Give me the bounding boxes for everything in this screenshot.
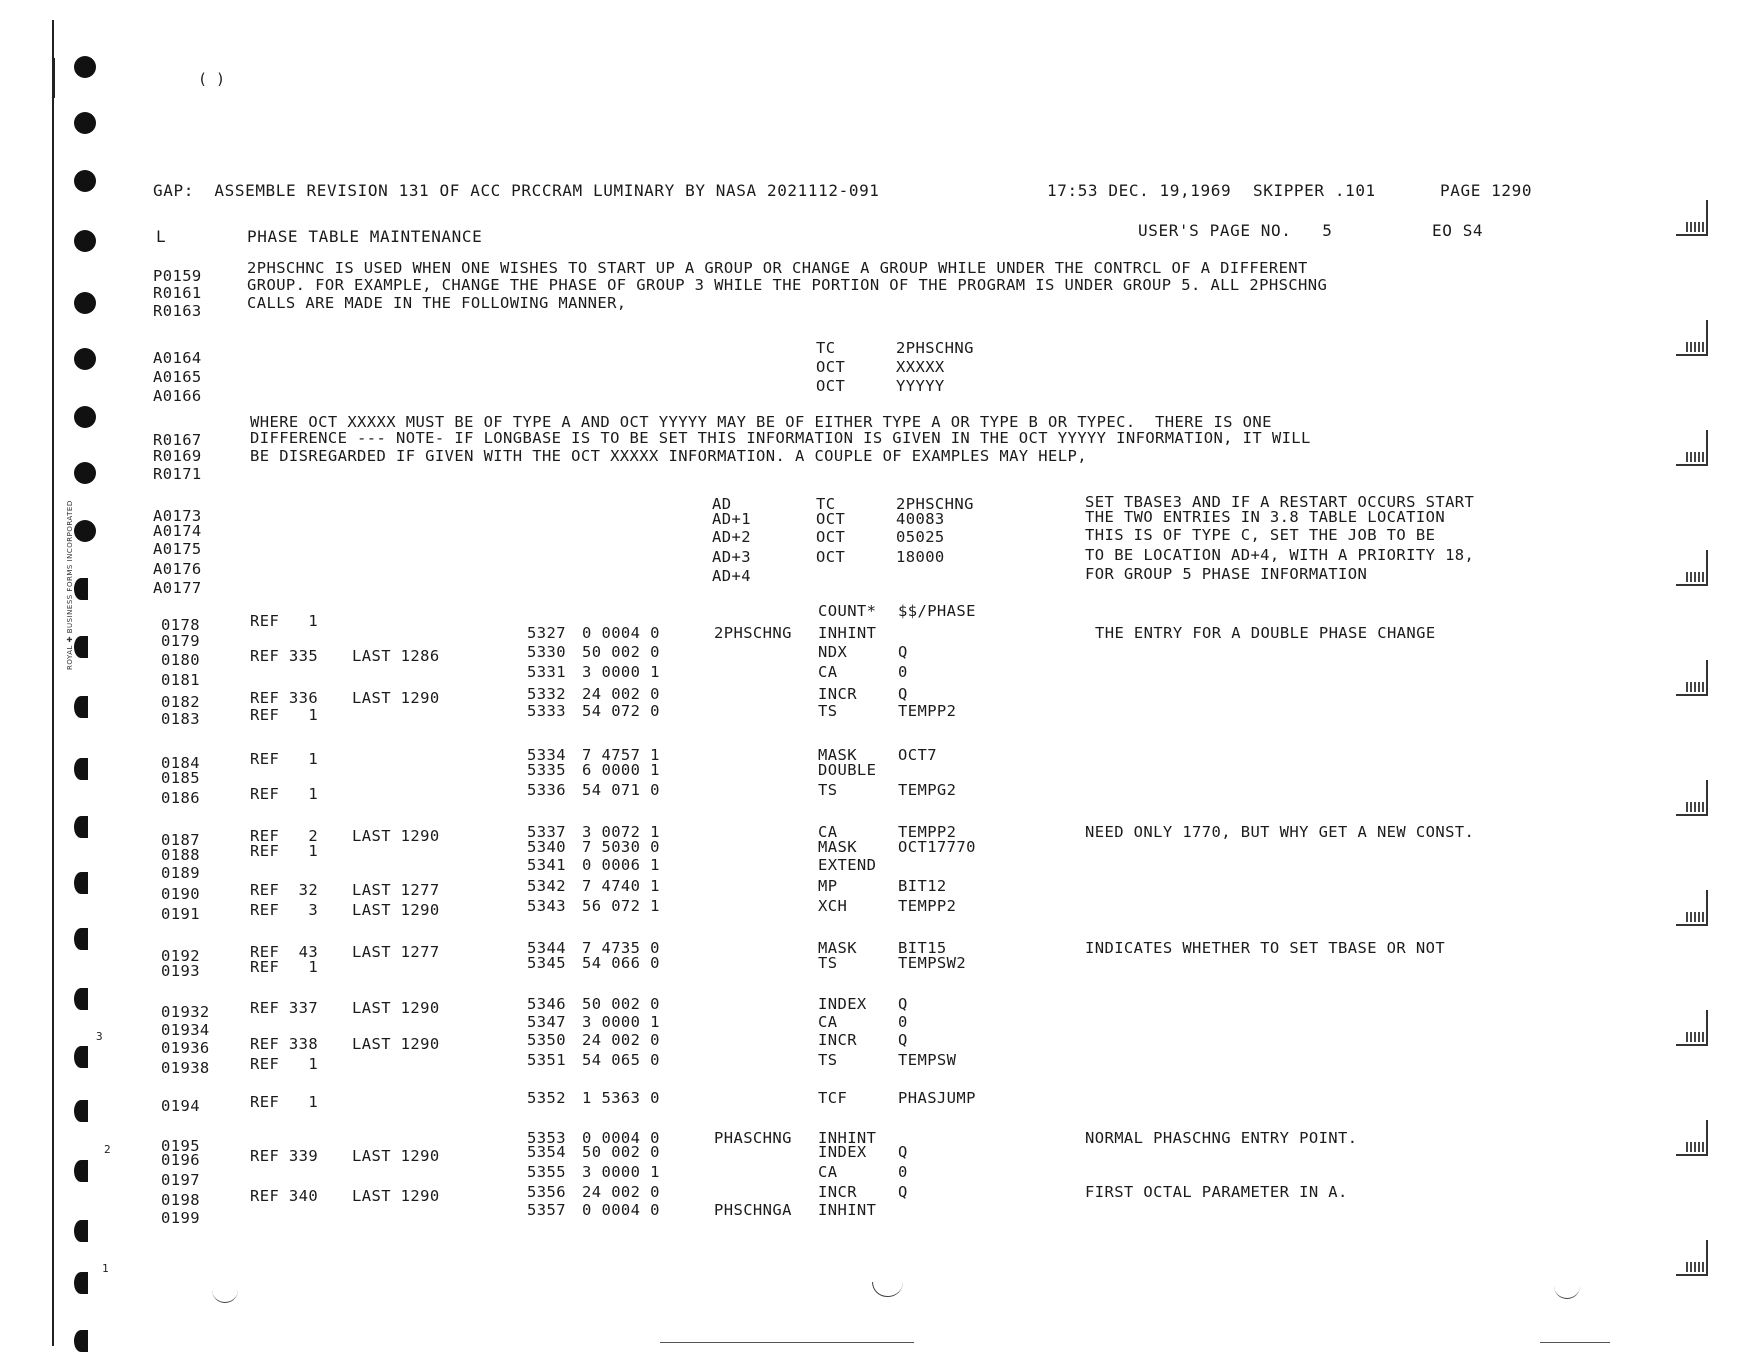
line-id: R0161 <box>153 284 202 302</box>
line-id: A0165 <box>153 368 202 386</box>
left-margin-rule <box>52 20 54 1346</box>
punch-hole <box>74 56 96 78</box>
punch-hole-label: 2 <box>104 1143 111 1156</box>
operand: BIT15 <box>898 939 947 957</box>
address: 5344 <box>527 939 566 957</box>
comment-text: THE TWO ENTRIES IN 3.8 TABLE LOCATION <box>1085 508 1446 526</box>
opcode: MP <box>818 877 838 895</box>
address: 5332 <box>527 685 566 703</box>
opcode: MASK <box>818 838 857 856</box>
line-id: A0174 <box>153 522 202 540</box>
octal-word: 50 002 0 <box>582 995 660 1013</box>
margin-bracket: ( ) <box>198 70 226 88</box>
punch-hole-label: 3 <box>96 1030 103 1043</box>
address: 5345 <box>527 954 566 972</box>
ref-count: REF 43 <box>250 943 319 961</box>
last-ref: LAST 1290 <box>352 1147 440 1165</box>
line-id: R0163 <box>153 302 202 320</box>
line-id: 0182 <box>161 693 200 711</box>
ref-count: REF 338 <box>250 1035 319 1053</box>
section-marker: L <box>156 227 167 246</box>
ref-count: REF 336 <box>250 689 319 707</box>
line-id: A0164 <box>153 349 202 367</box>
line-id: 0194 <box>161 1097 200 1115</box>
ref-count: REF 32 <box>250 881 319 899</box>
address: 5347 <box>527 1013 566 1031</box>
opcode: OCT <box>816 548 846 566</box>
address: 5333 <box>527 702 566 720</box>
line-id: 0179 <box>161 632 200 650</box>
address: 5334 <box>527 746 566 764</box>
opcode: INCR <box>818 1183 857 1201</box>
scan-curve-mark <box>872 1282 903 1297</box>
ref-count: REF 337 <box>250 999 319 1017</box>
line-id: 0195 <box>161 1137 200 1155</box>
ref-count: REF 2 <box>250 827 319 845</box>
octal-word: 3 0000 1 <box>582 1013 660 1031</box>
ref-count: REF 1 <box>250 750 319 768</box>
last-ref: LAST 1286 <box>352 647 440 665</box>
last-ref: LAST 1277 <box>352 943 440 961</box>
opcode: TS <box>818 954 838 972</box>
line-id: 01936 <box>161 1039 210 1057</box>
opcode: MASK <box>818 746 857 764</box>
punch-hole <box>74 1272 88 1294</box>
line-id: 0197 <box>161 1171 200 1189</box>
octal-word: 24 002 0 <box>582 685 660 703</box>
octal-word: 6 0000 1 <box>582 761 660 779</box>
opcode: OCT <box>816 377 846 395</box>
opcode: TCF <box>818 1089 848 1107</box>
operand: Q <box>898 995 908 1013</box>
opcode: OCT <box>816 510 846 528</box>
opcode: CA <box>818 1163 838 1181</box>
opcode: CA <box>818 663 838 681</box>
octal-word: 0 0004 0 <box>582 624 660 642</box>
bottom-rule <box>1540 1342 1610 1343</box>
octal-word: 50 002 0 <box>582 643 660 661</box>
line-id: A0173 <box>153 507 202 525</box>
line-id: 0187 <box>161 831 200 849</box>
address: 5352 <box>527 1089 566 1107</box>
page-title: GAP: ASSEMBLE REVISION 131 OF ACC PRCCRAM LUMINARY BY NASA 2021112-091 <box>153 181 880 200</box>
line-id: A0166 <box>153 387 202 405</box>
line-id: 0181 <box>161 671 200 689</box>
opcode: TC <box>816 339 836 357</box>
comment-text: SET TBASE3 AND IF A RESTART OCCURS START <box>1085 493 1475 511</box>
octal-word: 3 0000 1 <box>582 1163 660 1181</box>
operand: YYYYY <box>896 377 945 395</box>
operand: Q <box>898 1031 908 1049</box>
comment-text: 2PHSCHNC IS USED WHEN ONE WISHES TO START UP A GROUP OR CHANGE A GROUP WHILE UNDER THE CONTRCL OF A DIFFERENT <box>247 259 1308 277</box>
operand: BIT12 <box>898 877 947 895</box>
edge-registration-mark <box>1676 1240 1708 1276</box>
line-id: 01932 <box>161 1003 210 1021</box>
comment-text: NEED ONLY 1770, BUT WHY GET A NEW CONST. <box>1085 823 1475 841</box>
address: 5351 <box>527 1051 566 1069</box>
line-id: R0167 <box>153 431 202 449</box>
operand: $$/PHASE <box>898 602 976 620</box>
address: 5354 <box>527 1143 566 1161</box>
last-ref: LAST 1290 <box>352 689 440 707</box>
line-id: A0177 <box>153 579 202 597</box>
octal-word: 54 072 0 <box>582 702 660 720</box>
edge-registration-mark <box>1676 320 1708 356</box>
octal-word: 7 5030 0 <box>582 838 660 856</box>
octal-word: 56 072 1 <box>582 897 660 915</box>
opcode: XCH <box>818 897 848 915</box>
ref-count: REF 339 <box>250 1147 319 1165</box>
comment-text: GROUP. FOR EXAMPLE, CHANGE THE PHASE OF GROUP 3 WHILE THE PORTION OF THE PROGRAM IS UNDER GROUP 5. ALL 2PHSCHNG <box>247 276 1328 294</box>
edge-registration-mark <box>1676 1010 1708 1046</box>
location-label: AD+2 <box>712 528 751 546</box>
ref-count: REF 340 <box>250 1187 319 1205</box>
operand: 05025 <box>896 528 945 546</box>
octal-word: 24 002 0 <box>582 1031 660 1049</box>
line-id: 0192 <box>161 947 200 965</box>
last-ref: LAST 1290 <box>352 999 440 1017</box>
address: 5343 <box>527 897 566 915</box>
address: 5330 <box>527 643 566 661</box>
operand: OCT17770 <box>898 838 976 856</box>
comment-text: INDICATES WHETHER TO SET TBASE OR NOT <box>1085 939 1446 957</box>
line-id: A0176 <box>153 560 202 578</box>
ref-count: REF 335 <box>250 647 319 665</box>
punch-hole <box>74 1330 88 1352</box>
line-id: 0193 <box>161 962 200 980</box>
octal-word: 7 4735 0 <box>582 939 660 957</box>
punch-hole <box>74 636 88 658</box>
comment-text: FIRST OCTAL PARAMETER IN A. <box>1085 1183 1348 1201</box>
line-id: 0198 <box>161 1191 200 1209</box>
operand: TEMPSW2 <box>898 954 967 972</box>
address: 5356 <box>527 1183 566 1201</box>
address: 5335 <box>527 761 566 779</box>
comment-text: THIS IS OF TYPE C, SET THE JOB TO BE <box>1085 526 1436 544</box>
line-id: 0188 <box>161 846 200 864</box>
octal-word: 54 071 0 <box>582 781 660 799</box>
location-label: AD+1 <box>712 510 751 528</box>
symbol-label: PHASCHNG <box>714 1129 792 1147</box>
operand: TEMPP2 <box>898 702 957 720</box>
address: 5342 <box>527 877 566 895</box>
print-timestamp: 17:53 DEC. 19,1969 <box>1047 181 1232 200</box>
operand: Q <box>898 1143 908 1161</box>
eo-code: EO S4 <box>1432 221 1484 240</box>
punch-hole <box>74 348 96 370</box>
operand: 2PHSCHNG <box>896 495 974 513</box>
opcode: OCT <box>816 358 846 376</box>
punch-hole <box>74 1046 88 1068</box>
operand: TEMPP2 <box>898 897 957 915</box>
location-label: AD <box>712 495 732 513</box>
octal-word: 3 0000 1 <box>582 663 660 681</box>
symbol-label: 2PHSCHNG <box>714 624 792 642</box>
punch-hole <box>74 988 88 1010</box>
line-id: R0169 <box>153 447 202 465</box>
opcode: COUNT* <box>818 602 877 620</box>
punch-hole <box>74 406 96 428</box>
operand: TEMPG2 <box>898 781 957 799</box>
punch-hole <box>74 112 96 134</box>
opcode: INDEX <box>818 995 867 1013</box>
address: 5331 <box>527 663 566 681</box>
punch-hole <box>74 696 88 718</box>
edge-registration-mark <box>1676 1120 1708 1156</box>
ref-count: REF 1 <box>250 785 319 803</box>
scan-curve-mark <box>1554 1284 1580 1299</box>
address: 5340 <box>527 838 566 856</box>
ref-count: REF 1 <box>250 958 319 976</box>
address: 5353 <box>527 1129 566 1147</box>
location-label: AD+3 <box>712 548 751 566</box>
punch-hole <box>74 1100 88 1122</box>
line-id: 0186 <box>161 789 200 807</box>
octal-word: 0 0006 1 <box>582 856 660 874</box>
opcode: INHINT <box>818 1201 877 1219</box>
line-id: P0159 <box>153 267 202 285</box>
opcode: DOUBLE <box>818 761 877 779</box>
punch-hole <box>74 292 96 314</box>
edge-registration-mark <box>1676 550 1708 586</box>
line-id: 01938 <box>161 1059 210 1077</box>
punch-hole <box>74 462 96 484</box>
opcode: MASK <box>818 939 857 957</box>
edge-registration-mark <box>1676 660 1708 696</box>
opcode: EXTEND <box>818 856 877 874</box>
comment-text: WHERE OCT XXXXX MUST BE OF TYPE A AND OCT YYYYY MAY BE OF EITHER TYPE A OR TYPE B OR TYPEC. THERE IS ONE <box>250 413 1272 431</box>
punch-hole <box>74 578 88 600</box>
line-id: 0189 <box>161 864 200 882</box>
octal-word: 0 0004 0 <box>582 1129 660 1147</box>
line-id: A0175 <box>153 540 202 558</box>
opcode: INCR <box>818 685 857 703</box>
punch-hole <box>74 170 96 192</box>
punch-hole <box>74 872 88 894</box>
line-id: 0191 <box>161 905 200 923</box>
opcode: INDEX <box>818 1143 867 1161</box>
bottom-rule <box>660 1342 914 1343</box>
opcode: INHINT <box>818 624 877 642</box>
octal-word: 1 5363 0 <box>582 1089 660 1107</box>
octal-word: 50 002 0 <box>582 1143 660 1161</box>
location-label: AD+4 <box>712 567 751 585</box>
scan-curve-mark <box>212 1288 238 1303</box>
operand: TEMPSW <box>898 1051 957 1069</box>
operand: TEMPP2 <box>898 823 957 841</box>
address: 5341 <box>527 856 566 874</box>
ref-count: REF 1 <box>250 842 319 860</box>
punch-hole <box>74 758 88 780</box>
section-title: PHASE TABLE MAINTENANCE <box>247 227 483 246</box>
opcode: INHINT <box>818 1129 877 1147</box>
address: 5327 <box>527 624 566 642</box>
ref-count: REF 1 <box>250 1055 319 1073</box>
punch-hole <box>74 816 88 838</box>
ref-count: REF 1 <box>250 706 319 724</box>
line-id: 0190 <box>161 885 200 903</box>
line-id: 01934 <box>161 1021 210 1039</box>
punch-hole <box>74 1160 88 1182</box>
address: 5357 <box>527 1201 566 1219</box>
users-page-number: USER'S PAGE NO. 5 <box>1138 221 1333 240</box>
operand: 0 <box>898 663 908 681</box>
operand: 40083 <box>896 510 945 528</box>
symbol-label: PHSCHNGA <box>714 1201 792 1219</box>
octal-word: 24 002 0 <box>582 1183 660 1201</box>
operand: 0 <box>898 1163 908 1181</box>
octal-word: 3 0072 1 <box>582 823 660 841</box>
last-ref: LAST 1290 <box>352 901 440 919</box>
opcode: TS <box>818 1051 838 1069</box>
line-id: 0185 <box>161 769 200 787</box>
opcode: NDX <box>818 643 848 661</box>
operand: 18000 <box>896 548 945 566</box>
punch-hole <box>74 230 96 252</box>
octal-word: 54 066 0 <box>582 954 660 972</box>
operand: XXXXX <box>896 358 945 376</box>
line-id: 0178 <box>161 616 200 634</box>
edge-registration-mark <box>1676 780 1708 816</box>
operand: OCT7 <box>898 746 937 764</box>
octal-word: 7 4757 1 <box>582 746 660 764</box>
opcode: TC <box>816 495 836 513</box>
operand: Q <box>898 1183 908 1201</box>
opcode: CA <box>818 1013 838 1031</box>
line-id: 0196 <box>161 1151 200 1169</box>
last-ref: LAST 1277 <box>352 881 440 899</box>
punch-hole-label: 1 <box>102 1262 109 1275</box>
forms-imprint: ROYAL ✚ BUSINESS FORMS INCORPORATED <box>66 500 74 670</box>
opcode: TS <box>818 781 838 799</box>
ref-count: REF 1 <box>250 1093 319 1111</box>
operand: 2PHSCHNG <box>896 339 974 357</box>
comment-text: CALLS ARE MADE IN THE FOLLOWING MANNER, <box>247 294 627 312</box>
line-id: 0183 <box>161 710 200 728</box>
punch-hole <box>74 928 88 950</box>
line-id: R0171 <box>153 465 202 483</box>
ref-count: REF 1 <box>250 612 319 630</box>
address: 5350 <box>527 1031 566 1049</box>
last-ref: LAST 1290 <box>352 827 440 845</box>
comment-text: BE DISREGARDED IF GIVEN WITH THE OCT XXXXX INFORMATION. A COUPLE OF EXAMPLES MAY HELP, <box>250 447 1087 465</box>
punch-hole <box>74 1220 88 1242</box>
ref-count: REF 3 <box>250 901 319 919</box>
address: 5355 <box>527 1163 566 1181</box>
octal-word: 54 065 0 <box>582 1051 660 1069</box>
address: 5336 <box>527 781 566 799</box>
punch-hole <box>74 520 96 542</box>
operator-id: SKIPPER .101 <box>1253 181 1376 200</box>
octal-word: 7 4740 1 <box>582 877 660 895</box>
edge-registration-mark <box>1676 890 1708 926</box>
comment-text: FOR GROUP 5 PHASE INFORMATION <box>1085 565 1368 583</box>
operand: Q <box>898 643 908 661</box>
comment-text: TO BE LOCATION AD+4, WITH A PRIORITY 18, <box>1085 546 1475 564</box>
address: 5337 <box>527 823 566 841</box>
comment-text: DIFFERENCE --- NOTE- IF LONGBASE IS TO BE SET THIS INFORMATION IS GIVEN IN THE OCT YYYYY INFORMATION, IT WILL <box>250 429 1311 447</box>
operand: 0 <box>898 1013 908 1031</box>
line-id: 0180 <box>161 651 200 669</box>
margin-tick <box>52 58 61 98</box>
opcode: TS <box>818 702 838 720</box>
edge-registration-mark <box>1676 200 1708 236</box>
edge-registration-mark <box>1676 430 1708 466</box>
line-id: 0199 <box>161 1209 200 1227</box>
octal-word: 0 0004 0 <box>582 1201 660 1219</box>
line-id: 0184 <box>161 754 200 772</box>
operand: PHASJUMP <box>898 1089 976 1107</box>
last-ref: LAST 1290 <box>352 1035 440 1053</box>
comment-text: NORMAL PHASCHNG ENTRY POINT. <box>1085 1129 1358 1147</box>
last-ref: LAST 1290 <box>352 1187 440 1205</box>
operand: Q <box>898 685 908 703</box>
opcode: INCR <box>818 1031 857 1049</box>
page-number: PAGE 1290 <box>1440 181 1533 200</box>
address: 5346 <box>527 995 566 1013</box>
opcode: CA <box>818 823 838 841</box>
opcode: OCT <box>816 528 846 546</box>
comment-text: THE ENTRY FOR A DOUBLE PHASE CHANGE <box>1095 624 1436 642</box>
